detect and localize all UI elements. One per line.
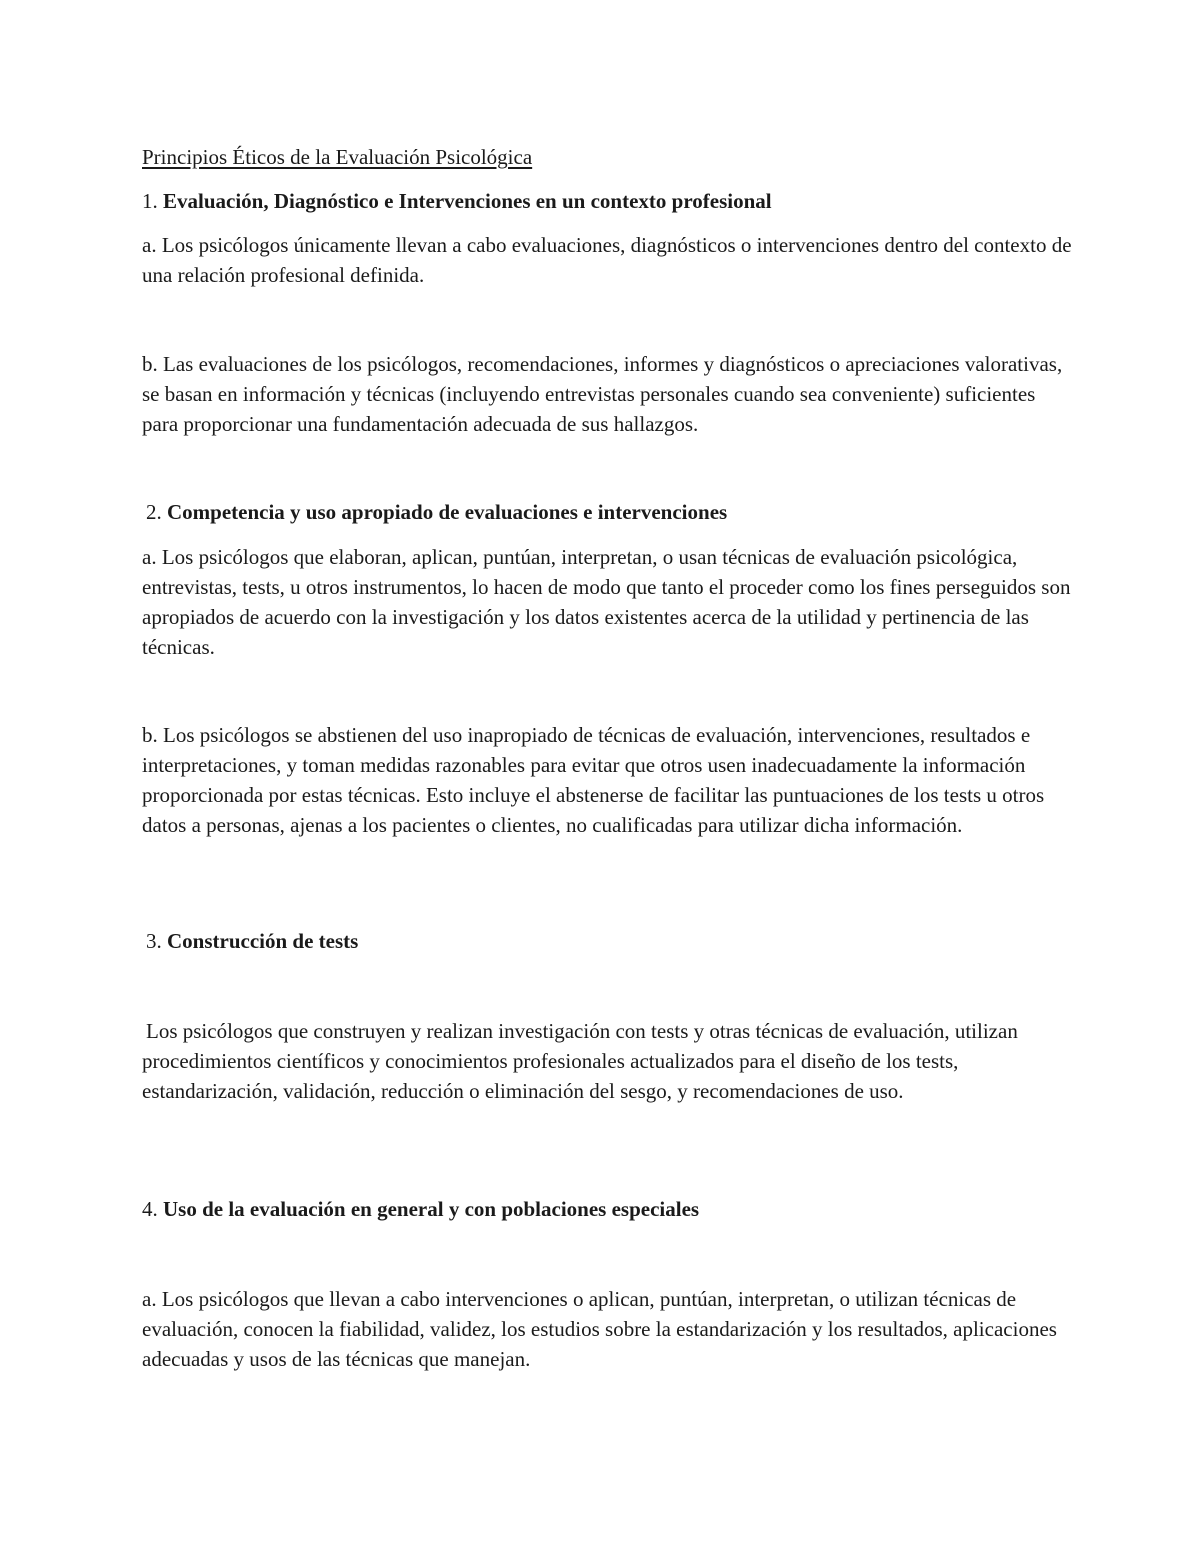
section-4-number: 4.: [142, 1197, 158, 1221]
section-2-number: 2.: [146, 500, 162, 524]
section-2-heading-text: Competencia y uso apropiado de evaluaciones e intervenciones: [167, 500, 728, 524]
section-1-number: 1.: [142, 189, 158, 213]
section-3-heading: [146, 926, 1076, 956]
section-4-heading: [142, 1194, 1072, 1224]
section-4-heading-text: Uso de la evaluación en general y con poblaciones especiales: [163, 1197, 700, 1221]
section-1-heading: [142, 186, 1072, 216]
document-title: Principios Éticos de la Evaluación Psicológica: [142, 145, 533, 169]
section-2-paragraph-b: b. Los psicólogos se abstienen del uso inapropiado de técnicas de evaluación, intervenciones, resultados e interpretaciones, y toman medidas razonables para evitar que otros usen inadecuadamente la información proporcionada por estas técnicas. Esto incluye el abstenerse de facilitar las puntuaciones de los tests u otros datos a personas, ajenas a los pacientes o clientes, no cualificadas para utilizar dicha información.: [142, 723, 1045, 837]
section-2-paragraph-a: a. Los psicólogos que elaboran, aplican, puntúan, interpretan, o usan técnicas de evaluación psicológica, entrevistas, tests, u otros instrumentos, lo hacen de modo que tanto el proceder como los fines perseguidos son apropiados de acuerdo con la investigación y los datos existentes acerca de la utilidad y pertinencia de las técnicas.: [142, 545, 1071, 659]
section-3-paragraph: Los psicólogos que construyen y realizan investigación con tests y otras técnicas de evaluación, utilizan procedimientos científicos y conocimientos profesionales actualizados para el diseño de los tests, estandarización, validación, reducción o eliminación del sesgo, y recomendaciones de uso.: [142, 1019, 1018, 1103]
section-1-paragraph-b: b. Las evaluaciones de los psicólogos, recomendaciones, informes y diagnósticos o apreciaciones valorativas, se basan en información y técnicas (incluyendo entrevistas personales cuando sea conveniente) suficientes para proporcionar una fundamentación adecuada de sus hallazgos.: [142, 352, 1063, 436]
section-3-heading-text: Construcción de tests: [167, 929, 359, 953]
section-3-number: 3.: [146, 929, 162, 953]
section-1-heading-text: Evaluación, Diagnóstico e Intervenciones en un contexto profesional: [163, 189, 772, 213]
section-1-paragraph-a: a. Los psicólogos únicamente llevan a cabo evaluaciones, diagnósticos o intervenciones dentro del contexto de una relación profesional definida.: [142, 233, 1072, 287]
section-4-paragraph-a: a. Los psicólogos que llevan a cabo intervenciones o aplican, puntúan, interpretan, o utilizan técnicas de evaluación, conocen la fiabilidad, validez, los estudios sobre la estandarización y los resultados, aplicaciones adecuadas y usos de las técnicas que manejan.: [142, 1287, 1057, 1371]
section-2-heading: [146, 497, 1076, 527]
